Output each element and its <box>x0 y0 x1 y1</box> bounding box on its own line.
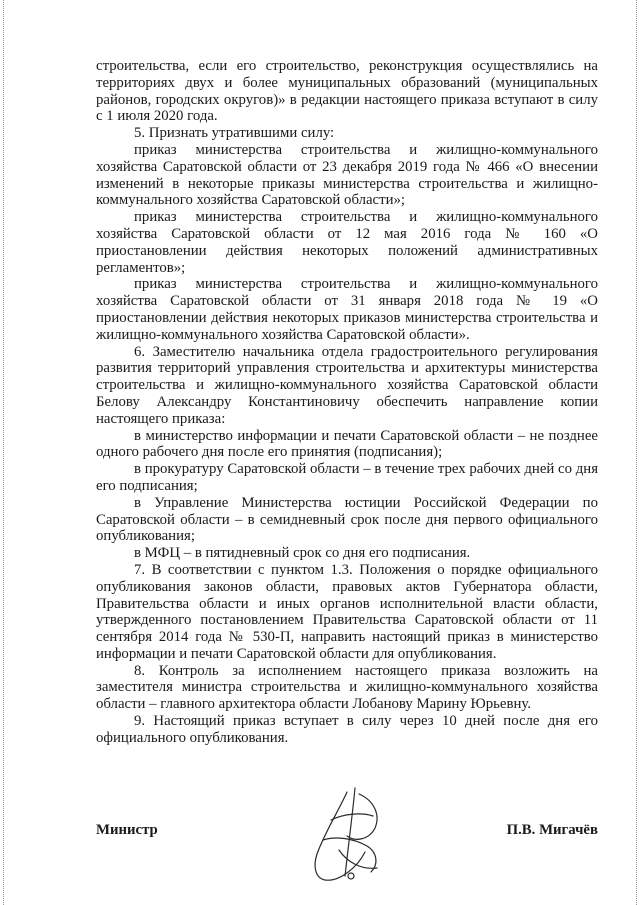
page-edge-right <box>636 0 637 905</box>
paragraph-item-8: 8. Контроль за исполнением настоящего приказа возложить на заместителя министра строительства и жилищно-коммунального хозяйства области – главного архитектора области Лобанову Марину Юрьевну. <box>96 662 598 713</box>
sub-item: в Управление Министерства юстиции Российской Федерации по Саратовской области – в семидневный срок после дня первого официального опубликования; <box>96 494 598 545</box>
signatory-name: П.В. Мигачёв <box>506 822 598 838</box>
page-edge-left <box>3 0 4 905</box>
sub-item: в МФЦ – в пятидневный срок со дня его подписания. <box>134 545 471 562</box>
paragraph-continuation: строительства, если его строительство, реконструкция осуществлялись на территориях двух и более муниципальных образований (муниципальных районов, городских округов)» в редакции настоящего приказа вступают в силу с 1 июля 2020 года. <box>96 58 598 125</box>
sub-item: в прокуратуру Саратовской области – в течение трех рабочих дней со дня его подписания; <box>96 461 598 494</box>
sub-item: приказ министерства строительства и жилищно-коммунального хозяйства Саратовской области от 23 декабря 2019 года № 466 «О внесении изменений в некоторые приказы министерства строительства и жилищно-коммунального хозяйства Саратовской области»; <box>96 141 598 209</box>
sub-item: в министерство информации и печати Саратовской области – не позднее одного рабочего дня после его принятия (подписания); <box>96 427 598 461</box>
sub-item: приказ министерства строительства и жилищно-коммунального хозяйства Саратовской области от 31 января 2018 года № 19 «О приостановлении действия некоторых приказов министерства строительства и жилищно-коммунального хозяйства Саратовской области». <box>96 276 598 343</box>
paragraph-item-7: 7. В соответствии с пунктом 1.3. Положения о порядке официального опубликования законов области, правовых актов Губернатора области, Правительства области и иных органов исполнительной власти области, утвержденного постановлением Правительства Саратовской области от 11 сентября 2014 года № 530-П, направить настоящий приказ в министерство информации и печати Саратовской области для опубликования. <box>96 561 598 662</box>
paragraph-item-5: 5. Признать утратившими силу: <box>134 125 335 142</box>
paragraph-item-9: 9. Настоящий приказ вступает в силу через 10 дней после дня его официального опубликования. <box>96 713 598 746</box>
signatory-title: Министр <box>96 822 158 838</box>
paragraph-item-6: 6. Заместителю начальника отдела градостроительного регулирования развития территорий управления строительства и архитектуры министерства строительства и жилищно-коммунального хозяйства Саратовской области Белову Александру Константиновичу обеспечить направление копии настоящего приказа: <box>96 343 598 427</box>
signature-block <box>96 822 598 846</box>
document-body <box>96 58 598 747</box>
sub-item: приказ министерства строительства и жилищно-коммунального хозяйства Саратовской области от 12 мая 2016 года № 160 «О приостановлении действия некоторых положений административных регламентов»; <box>96 209 598 276</box>
